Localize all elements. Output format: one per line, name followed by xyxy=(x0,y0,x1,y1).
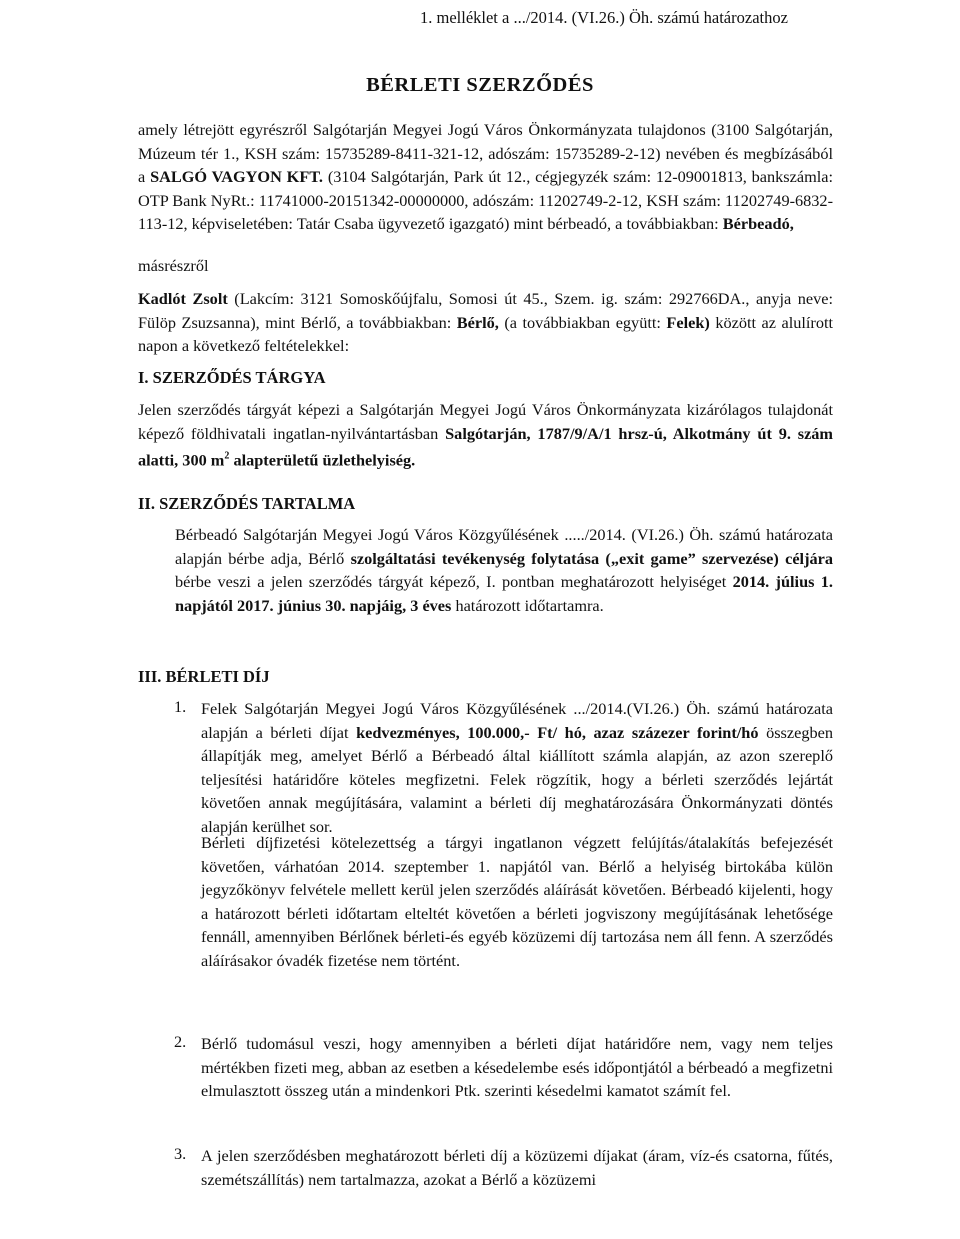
item-1-text-1: Felek Salgótarján Megyei Jogú Város Közgyűlésének .../2014.(VI.26.) Öh. számú határozata alapján a bérleti díjat xyxy=(201,699,833,742)
item-3-paragraph: A jelen szerződésben meghatározott bérleti díj a közüzemi díjakat (áram, víz-és csatorna, fűtés, szemétszállítás) nem tartalmazza, azokat a Bérlő a közüzemi xyxy=(201,1146,833,1189)
intro-paragraph xyxy=(138,118,833,236)
tenant-text-1: (Lakcím: 3121 Somoskőújfalu, Somosi út 45., Szem. ig. szám: 292766DA., anyja neve: Fülöp Zsuzsanna), mint Bérlő, a továbbiakban: xyxy=(138,289,833,332)
tenant-name: Kadlót Zsolt xyxy=(138,289,228,308)
document-title: BÉRLETI SZERZŐDÉS xyxy=(366,74,594,96)
item-1-text-2: összegben állapítják meg, amelyet Bérlő a Bérbeadó által kiállított számla alapján, az azon szereplő teljesítési határidőre köteles megfizetni. Felek rögzítik, hogy a bérleti szerződés lejártát követően annak megújítására, valamint a bérleti díj meghatározására Önkormányzati döntés alapján kerülhet sor. xyxy=(201,722,833,836)
property-type: alapterületű üzlethelyiség. xyxy=(229,450,416,470)
section-1-text: Jelen szerződés tárgyát képezi a Salgótarján Megyei Jogú Város Önkormányzata kizárólagos tulajdonát képező földhivatali ingatlan-nyilvántartásban xyxy=(138,400,833,443)
annex-reference: 1. melléklet a .../2014. (VI.26.) Öh. számú határozathoz xyxy=(420,8,788,27)
item-2-paragraph: Bérlő tudomásul veszi, hogy amennyiben a bérleti díjat határidőre nem, vagy nem teljes mértékben fizeti meg, abban az esetben a késedelembe esés időpontjától a bérbeadó a megfizetni elmulasztott összeg után a mindenkori Ptk. szerinti késedelmi kamatot számít fel. xyxy=(201,1034,833,1100)
section-1-paragraph xyxy=(138,398,833,472)
item-1-number: 1. xyxy=(174,697,187,716)
section-2-heading: II. SZERZŐDÉS TARTALMA xyxy=(138,494,356,513)
tenant-text-2: (a továbbiakban együtt: xyxy=(498,312,667,332)
section-1-heading: I. SZERZŐDÉS TÁRGYA xyxy=(138,368,326,387)
item-1-paragraph-2: Bérleti díjfizetési kötelezettség a tárgyi ingatlanon végzett felújítás/átalakítás befejezését követően, várhatóan 2014. szeptember 1. napjától van. Bérlő a helyiség birtokába külön jegyzőkönyv felvétele mellett kerül jelen szerződés aláírását követően. Bérbeadó kijelenti, hogy a határozott bérleti időtartam elteltét követően a bérleti jogviszony megújításának lehetősége fennáll, amennyiben Bérlőnek bérleti-és egyéb közüzemi díj tartozása nem áll fenn. A szerződés aláírásakor óvadék fizetése nem történt. xyxy=(201,833,833,970)
section-2-text-1: Bérbeadó Salgótarján Megyei Jogú Város Közgyűlésének ...../2014. (VI.26.) Öh. számú határozata alapján bérbe adja, Bérlő xyxy=(175,525,833,568)
area-unit-superscript: 2 xyxy=(224,451,230,462)
rental-period: 2014. július 1. napjától 2017. június 30. napjáig, 3 éves xyxy=(175,572,834,615)
intro-lessor-label: Bérbeadó, xyxy=(722,214,794,233)
intro-company-name: SALGÓ VAGYON KFT. xyxy=(150,167,324,186)
item-1-paragraph xyxy=(201,697,833,838)
section-2-text-3: határozott időtartamra. xyxy=(451,595,604,615)
section-2-paragraph xyxy=(175,523,833,617)
section-3-heading: III. BÉRLETI DÍJ xyxy=(138,667,270,686)
rent-amount: kedvezményes, 100.000,- Ft/ hó, azaz százezer forint/hó xyxy=(356,722,759,742)
property-address: Salgótarján, 1787/9/A/1 hrsz-ú, Alkotmány út 9. szám alatti, 300 m xyxy=(138,423,833,470)
item-3-number: 3. xyxy=(174,1144,187,1163)
intro-text-2: (3104 Salgótarján, Park út 12., cégjegyzék szám: 12-09001813, bankszámla: OTP Bank NyRt.: 11741000-20151342-00000000, adószám: 11202749-2-12, KSH szám: 11202749-6832-113-12, képviseletében: Tatár Csaba ügyvezető igazgató) mint bérbeadó, a továbbiakban: xyxy=(138,167,834,233)
tenant-label: Bérlő, xyxy=(456,312,499,332)
rental-purpose: szolgáltatási tevékenység folytatása („exit game” szervezése) céljára xyxy=(350,548,833,568)
section-2-text-2: bérbe veszi a jelen szerződés tárgyát képező, I. pontban meghatározott helyiséget xyxy=(175,572,733,591)
parties-label: Felek) xyxy=(666,312,710,332)
masreszrol-label: másrészről xyxy=(138,256,209,275)
intro-text-1: amely létrejött egyrészről Salgótarján Megyei Jogú Város Önkormányzata tulajdonos (3100 Salgótarján, Múzeum tér 1., KSH szám: 15735289-8411-321-12, adószám: 15735289-2-12) nevében és megbízásából a xyxy=(138,120,833,186)
tenant-text-3: között az alulírott napon a következő feltételekkel: xyxy=(138,312,834,355)
tenant-paragraph xyxy=(138,287,833,358)
item-2-number: 2. xyxy=(174,1032,187,1051)
